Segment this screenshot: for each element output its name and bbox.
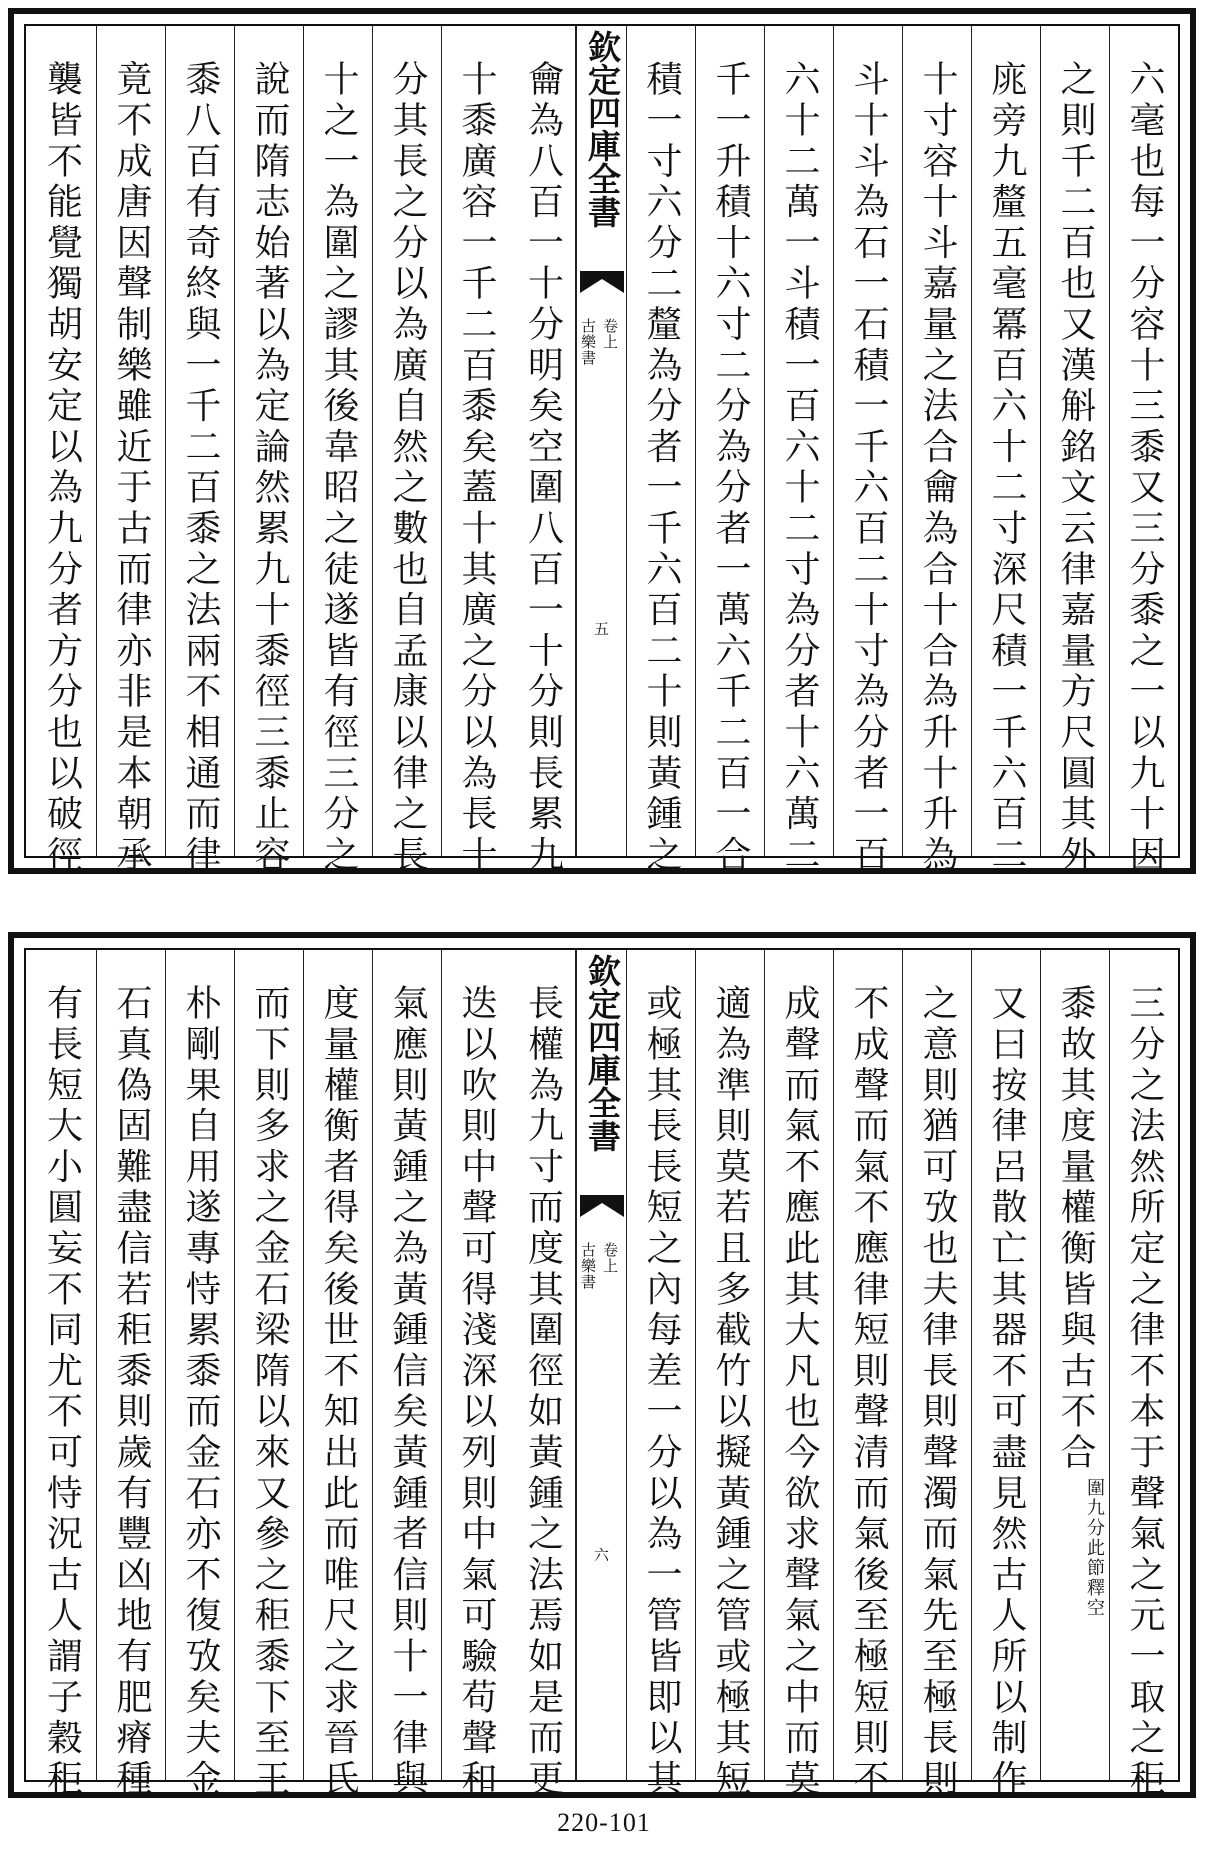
column-text: 庣旁九釐五毫冪百六十二寸深尺積一千六百二 — [986, 60, 1027, 876]
top-page-columns — [26, 26, 1178, 876]
book-spine — [576, 950, 626, 1780]
column-text: 三分之法然所定之律不本于聲氣之元一取之秬 — [1124, 984, 1165, 1800]
text-column — [764, 26, 833, 876]
top-page — [8, 8, 1196, 874]
column-text: 長權為九寸而度其圍徑如黃鍾之法焉如是而更 — [522, 984, 564, 1800]
text-column — [510, 950, 576, 1800]
spine-volume: 卷上 — [601, 318, 619, 350]
text-column — [27, 950, 96, 1800]
spine-title: 欽定四庫全書 — [583, 954, 622, 1152]
text-column — [626, 950, 695, 1800]
column-text: 不成聲而氣不應律短則聲清而氣後至極短則不 — [848, 984, 889, 1800]
fish-tail-mark-icon — [580, 271, 624, 293]
column-text: 六十二萬一斗積一百六十二寸為分者十六萬二 — [779, 60, 820, 876]
text-column — [1109, 950, 1178, 1800]
page-reference: 220-101 — [557, 1808, 651, 1837]
column-text: 石真偽固難盡信若秬黍則歲有豐凶地有肥瘠種 — [111, 984, 152, 1800]
text-column — [971, 26, 1040, 876]
text-column — [971, 950, 1040, 1800]
text-column — [165, 950, 234, 1800]
text-column — [303, 26, 372, 876]
spine-title: 欽定四庫全書 — [583, 30, 622, 228]
page-number: 六 — [593, 1546, 609, 1564]
column-text: 分其長之分以為廣自然之數也自孟康以律之長 — [387, 60, 428, 876]
spine-book-name: 古樂書 — [579, 1242, 597, 1290]
column-text: 之意則猶可攷也夫律長則聲濁而氣先至極長則 — [917, 984, 958, 1800]
text-column — [902, 950, 971, 1800]
note-line: 此節釋空 — [1084, 1537, 1105, 1618]
text-column — [441, 950, 510, 1800]
column-text: 而下則多求之金石梁隋以來又參之秬黍下至王 — [249, 984, 290, 1800]
text-column — [96, 26, 165, 876]
column-text: 襲皆不能覺獨胡安定以為九分者方分也以破徑 — [41, 60, 83, 876]
column-text: 龠為八百一十分明矣空圍八百一十分則長累九 — [522, 60, 564, 876]
column-text: 成聲而氣不應此其大凡也今欲求聲氣之中而莫 — [779, 984, 820, 1800]
column-text: 六毫也每一分容十三黍又三分黍之一以九十因 — [1124, 60, 1165, 876]
text-column — [372, 950, 441, 1800]
column-text: 或極其長長短之內每差一分以為一管皆即以其 — [641, 984, 682, 1800]
column-text: 竟不成唐因聲制樂雖近于古而律亦非是本朝承 — [111, 60, 152, 876]
spine-volume: 卷上 — [601, 1242, 619, 1274]
text-column — [626, 26, 695, 876]
column-text: 千一升積十六寸二分為分者一萬六千二百一合 — [710, 60, 751, 876]
text-column — [234, 950, 303, 1800]
column-text: 黍故其度量權衡皆與古不合 — [1055, 984, 1096, 1474]
text-column — [234, 26, 303, 876]
bottom-page — [8, 932, 1196, 1798]
text-column — [1040, 950, 1109, 1780]
column-text: 黍八百有奇終與一千二百黍之法兩不相通而律 — [180, 60, 221, 876]
column-text: 十黍廣容一千二百黍矣蓋十其廣之分以為長十 — [456, 60, 497, 876]
text-column — [764, 950, 833, 1800]
text-column — [1040, 26, 1109, 876]
bottom-page-frame — [24, 948, 1180, 1800]
column-text-with-note — [1045, 950, 1105, 1618]
note-line: 圍九分 — [1084, 1477, 1105, 1538]
spine-book-name: 古樂書 — [579, 318, 597, 366]
text-column — [96, 950, 165, 1800]
text-column — [833, 950, 902, 1800]
text-column — [695, 950, 764, 1800]
column-text: 適為準則莫若且多截竹以擬黃鍾之管或極其短 — [710, 984, 751, 1800]
page-number: 五 — [593, 620, 609, 638]
interlinear-note — [1083, 1478, 1105, 1618]
text-column — [303, 950, 372, 1800]
text-column — [833, 26, 902, 876]
column-text: 十之一為圍之謬其後韋昭之徒遂皆有徑三分之 — [318, 60, 359, 876]
column-text: 積一寸六分二釐為分者一千六百二十則黃鍾之 — [641, 60, 682, 876]
column-text: 度量權衡者得矣後世不知出此而唯尺之求晉氏 — [318, 984, 359, 1800]
fish-tail-mark-icon — [580, 1195, 624, 1217]
column-text: 氣應則黃鍾之為黃鍾信矣黃鍾者信則十一律與 — [387, 984, 428, 1800]
text-column — [27, 26, 96, 876]
column-text: 之則千二百也又漢斛銘文云律嘉量方尺圓其外 — [1055, 60, 1096, 876]
text-column — [372, 26, 441, 876]
text-column — [441, 26, 510, 876]
bottom-page-columns — [26, 950, 1178, 1800]
column-text: 朴剛果自用遂專恃累黍而金石亦不復攷矣夫金 — [180, 984, 221, 1800]
column-text: 有長短大小圓妄不同尤不可恃況古人謂子穀秬 — [41, 984, 83, 1800]
text-column — [902, 26, 971, 876]
text-column — [165, 26, 234, 876]
top-page-frame — [24, 24, 1180, 876]
column-text: 迭以吹則中聲可得淺深以列則中氣可驗苟聲和 — [456, 984, 497, 1800]
column-text: 說而隋志始著以為定論然累九十黍徑三黍止容 — [249, 60, 290, 876]
text-column — [510, 26, 576, 876]
column-text: 又曰按律呂散亡其器不可盡見然古人所以制作 — [986, 984, 1027, 1800]
text-column — [1109, 26, 1178, 876]
text-column — [695, 26, 764, 876]
book-spine — [576, 26, 626, 856]
column-text: 斗十斗為石一石積一千六百二十寸為分者一百 — [848, 60, 889, 876]
column-text: 十寸容十斗嘉量之法合龠為合十合為升十升為 — [917, 60, 958, 876]
